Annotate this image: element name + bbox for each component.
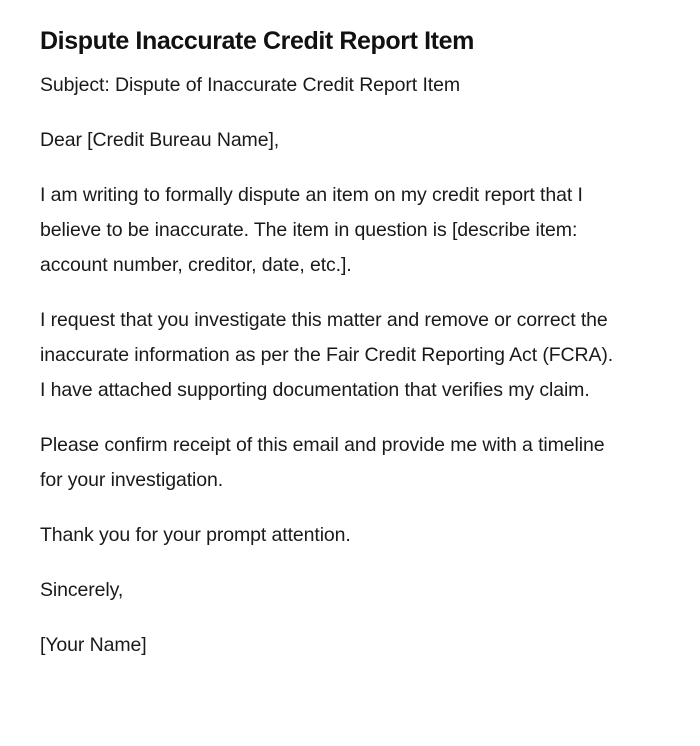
page-title: Dispute Inaccurate Credit Report Item	[40, 27, 474, 55]
body-paragraph-4: Thank you for your prompt attention.	[40, 524, 351, 546]
body-paragraph-3: Please confirm receipt of this email and provide me with a timeline for your investigation.	[40, 434, 605, 491]
signature: [Your Name]	[40, 634, 147, 656]
closing: Sincerely,	[40, 579, 124, 601]
body-paragraph-1: I am writing to formally dispute an item on my credit report that I believe to be inaccurate. The item in question is [describe item: account number, creditor, date, etc.].	[40, 184, 583, 276]
subject-line: Subject: Dispute of Inaccurate Credit Report Item	[40, 74, 460, 96]
body-paragraph-2: I request that you investigate this matter and remove or correct the inaccurate information as per the Fair Credit Reporting Act (FCRA). I have attached supporting documentation that verifies my claim.	[40, 309, 614, 401]
salutation: Dear [Credit Bureau Name],	[40, 129, 280, 151]
